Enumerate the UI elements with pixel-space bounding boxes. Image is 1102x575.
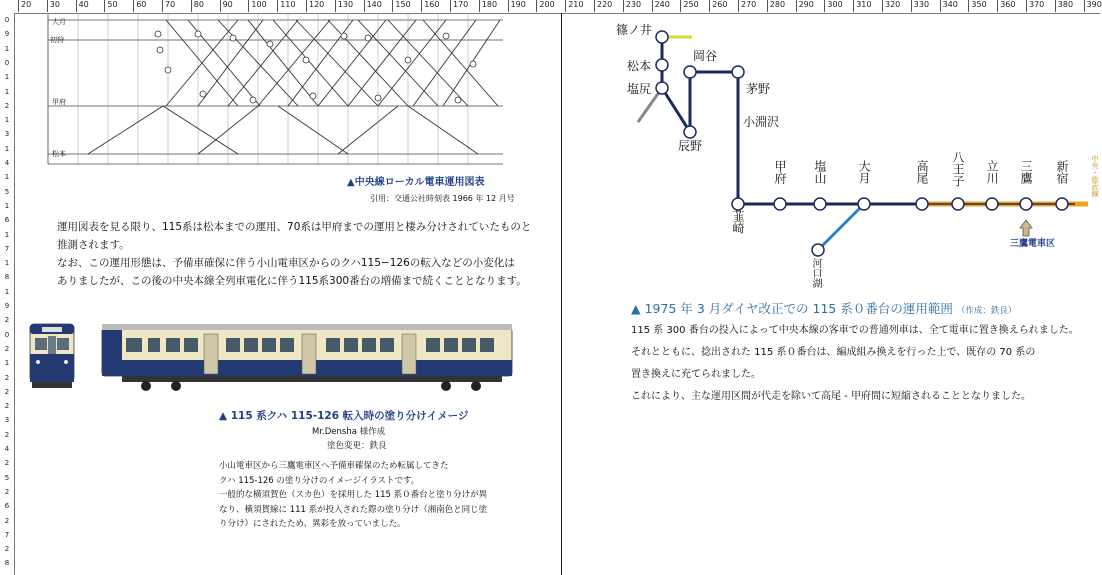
ruler-left-tick: 6 [4, 502, 10, 511]
station-label-kobuchizawa: 小淵沢 [743, 115, 780, 129]
ruler-top-tick: 390 [1084, 0, 1102, 12]
station-label-kawaguchiko: 河口湖 [810, 258, 821, 288]
ruler-left-tick: 8 [4, 559, 10, 568]
ruler-left-tick: 2 [4, 430, 10, 439]
ruler-left-tick: 2 [4, 316, 10, 325]
ruler-left-tick: 1 [4, 44, 10, 53]
station-dot-otsuki [858, 198, 870, 210]
ruler-top-tick: 120 [306, 0, 324, 12]
station-label-kofu: 甲府 [773, 160, 787, 184]
ruler-top-tick: 330 [911, 0, 929, 12]
station-label-chino: 茅野 [746, 82, 771, 96]
right-paragraph-line-4: これにより、主な運用区間が代走を除いて高尾 - 甲府間に短縮されることとなりました。 [631, 391, 1031, 402]
right-paragraph-line-2: それとともに、捻出された 115 系０番台は、編成組み換えを行った上で、既存の 70 系の [631, 347, 1036, 358]
station-dot-takao [916, 198, 928, 210]
ruler-left-tick: 1 [4, 73, 10, 82]
ruler-left-tick: 7 [4, 530, 10, 539]
ruler-left-tick: 1 [4, 287, 10, 296]
ruler-top-tick: 310 [853, 0, 871, 12]
ruler-left-tick: 1 [4, 201, 10, 210]
ruler-left-tick: 3 [4, 130, 10, 139]
line-fujikyu-blue [818, 204, 864, 250]
station-label-shinonoi: 篠ノ井 [616, 23, 653, 37]
depot-label: 三鷹電車区 [1010, 239, 1056, 249]
train-credit-author: Mr.Densha 様作成 [312, 427, 386, 437]
ruler-left-tick: 2 [4, 516, 10, 525]
paragraph-1 [57, 218, 552, 290]
station-dot-okaya [684, 66, 696, 78]
ruler-top-tick: 300 [824, 0, 842, 12]
paragraph-2-line-1: 小山電車区から三鷹電車区へ予備車確保のため転属してきた [219, 461, 449, 471]
ruler-top-tick: 70 [162, 0, 175, 12]
station-dot-shinonoi [656, 31, 668, 43]
ruler-top-tick: 230 [623, 0, 641, 12]
ruler-left-tick: 1 [4, 259, 10, 268]
ruler-left-tick: 9 [4, 30, 10, 39]
ruler-top-tick: 210 [565, 0, 583, 12]
ruler-top-tick: 220 [594, 0, 612, 12]
station-label-tatsuno: 辰野 [678, 139, 703, 153]
ruler-left-tick: 5 [4, 473, 10, 482]
ruler-left-tick: 0 [4, 330, 10, 339]
ruler-left-tick: 1 [4, 116, 10, 125]
station-label-takao: 高尾 [915, 160, 929, 184]
ruler-left-tick: 2 [4, 402, 10, 411]
ruler-left-tick: 0 [4, 58, 10, 67]
station-dot-kofu [774, 198, 786, 210]
station-label-matsumoto: 松本 [627, 59, 652, 73]
paragraph-2-line-3: 一般的な横須賀色（スカ色）を採用した 115 系０番台と塗り分けが異 [219, 490, 488, 500]
ruler-top-tick: 360 [997, 0, 1015, 12]
station-label-otsuki: 大月 [857, 160, 871, 184]
ruler-left-tick: 1 [4, 359, 10, 368]
station-label-enzan: 塩山 [813, 160, 827, 184]
station-label-mitaka: 三鷹 [1019, 160, 1033, 184]
ruler-top-tick: 40 [76, 0, 89, 12]
ruler-top-tick: 340 [940, 0, 958, 12]
ruler-top-tick: 290 [796, 0, 814, 12]
paragraph-1-line-4: ありましたが、この後の中央本線全列車電化に伴う115系300番台の増備まで続くこととなります。 [57, 275, 527, 287]
ruler-left-tick: 2 [4, 545, 10, 554]
ruler-top-tick: 140 [364, 0, 382, 12]
train-side-view [102, 324, 512, 391]
paragraph-2 [219, 459, 509, 532]
map-caption-text: ▲ 1975 年 3 月ダイヤ改正での 115 系０番台の運用範囲 [631, 301, 953, 316]
ruler-left-tick: 3 [4, 416, 10, 425]
ruler-left-tick: 2 [4, 344, 10, 353]
station-dot-tatsuno [684, 126, 696, 138]
paragraph-1-line-2: 推測されます。 [57, 239, 130, 251]
ruler-top-tick: 260 [709, 0, 727, 12]
map-caption-note: （作成：鉄良） [956, 306, 1017, 316]
right-paragraph-line-1: 115 系 300 番台の投入によって中央本線の客車での普通列車は、全て電車に置き換えられました。 [631, 325, 1079, 336]
paragraph-1-line-3: なお、この運用形態は、予備車確保に伴う小山電車区からのクハ115−126の転入などの小変化は [57, 257, 515, 269]
ruler-top-tick: 110 [277, 0, 295, 12]
ruler-top-tick: 160 [421, 0, 439, 12]
paragraph-2-line-2: クハ 115-126 の塗り分けのイメージイラストです。 [219, 475, 420, 486]
ruler-left-tick: 6 [4, 216, 10, 225]
ruler-left-tick: 2 [4, 373, 10, 382]
ruler-top-tick: 280 [767, 0, 785, 12]
top-ruler [0, 0, 1100, 14]
station-dot-hachioji [952, 198, 964, 210]
diagram-source: 引用：交通公社時刻表 1966 年 12 月号 [370, 194, 515, 203]
edge-label: 中央・総武線 [1091, 155, 1099, 197]
ruler-top-tick: 180 [479, 0, 497, 12]
ruler-top-tick: 30 [47, 0, 60, 12]
station-dot-nirasaki [732, 198, 744, 210]
page-divider [561, 13, 562, 575]
station-label-nirasaki: 韮崎 [731, 210, 745, 234]
ruler-top-tick: 190 [508, 0, 526, 12]
train-illustration [26, 320, 516, 396]
diagram-station-4: 松本 [52, 150, 66, 158]
ruler-left-tick: 9 [4, 302, 10, 310]
diagram-caption: ▲中央線ローカル電車運用図表 [347, 177, 485, 188]
ruler-top-tick: 170 [450, 0, 468, 12]
station-dot-chino [732, 66, 744, 78]
station-dot-kawaguchiko [812, 244, 824, 256]
ruler-left-tick: 1 [4, 173, 10, 182]
map-caption [631, 299, 1016, 317]
station-dot-shinjuku [1056, 198, 1068, 210]
station-label-tachikawa: 立川 [985, 160, 999, 184]
ruler-top-tick: 240 [652, 0, 670, 12]
ruler-left-tick: 1 [4, 144, 10, 153]
ruler-left-tick: 4 [4, 159, 10, 167]
ruler-left-tick: 8 [4, 273, 10, 282]
diagram-station-1: 大月 [52, 18, 66, 26]
station-dot-matsumoto [656, 59, 668, 71]
paragraph-2-line-5: り分け）にされたため、異彩を放っていました。 [219, 519, 406, 529]
ruler-top-tick: 20 [18, 0, 31, 12]
ruler-left-tick: 5 [4, 187, 10, 196]
ruler-left-tick: 1 [4, 230, 10, 239]
ruler-top-tick: 270 [738, 0, 756, 12]
ruler-left-tick: 2 [4, 459, 10, 468]
paragraph-2-line-4: なり、横須賀線に 111 系が投入された際の塗り分け（湘南色と同じ塗 [219, 504, 488, 515]
station-label-hachioji: 八王子 [951, 151, 965, 187]
ruler-left-tick: 1 [4, 87, 10, 96]
diagram-station-3: 甲府 [52, 98, 66, 106]
train-caption: ▲ 115 系クハ 115-126 転入時の塗り分けイメージ [219, 410, 469, 422]
ruler-left-tick: 2 [4, 487, 10, 496]
station-label-shinjuku: 新宿 [1055, 160, 1069, 184]
station-dot-mitaka [1020, 198, 1032, 210]
paragraph-1-line-1: 運用図表を見る限り、115系は松本までの運用、70系は甲府までの運用と棲み分けされていたものと [57, 221, 532, 233]
station-dot-shiojiri [656, 82, 668, 94]
train-credit-paint: 塗色変更：鉄良 [327, 441, 387, 451]
ruler-left-tick: 4 [4, 445, 10, 453]
diagram-station-2: 初狩 [50, 36, 64, 44]
station-dot-tachikawa [986, 198, 998, 210]
ruler-left-tick: 0 [4, 16, 10, 24]
ruler-top-tick: 100 [248, 0, 266, 12]
ruler-top-tick: 200 [536, 0, 554, 12]
ruler-left-tick: 2 [4, 387, 10, 396]
station-label-okaya: 岡谷 [693, 49, 718, 63]
ruler-left-tick: 7 [4, 244, 10, 253]
ruler-top-tick: 380 [1055, 0, 1073, 12]
right-paragraph [631, 320, 1099, 408]
ruler-top-tick: 60 [133, 0, 146, 12]
ruler-top-tick: 50 [104, 0, 117, 12]
ruler-top-tick: 80 [191, 0, 204, 12]
right-paragraph-line-3: 置き換えに充てられました。 [631, 369, 761, 380]
ruler-left-tick: 2 [4, 101, 10, 110]
ruler-top-tick: 320 [882, 0, 900, 12]
ruler-top-tick: 150 [392, 0, 410, 12]
left-ruler [0, 13, 15, 575]
ruler-top-tick: 250 [680, 0, 698, 12]
station-label-shiojiri: 塩尻 [627, 82, 652, 96]
depot-arrow-icon [1020, 220, 1032, 236]
station-dot-enzan [814, 198, 826, 210]
ruler-top-tick: 130 [335, 0, 353, 12]
operation-diagram [48, 14, 503, 166]
ruler-top-tick: 370 [1026, 0, 1044, 12]
ruler-top-tick: 90 [220, 0, 233, 12]
train-front-view [30, 324, 74, 388]
ruler-top-tick: 350 [968, 0, 986, 12]
